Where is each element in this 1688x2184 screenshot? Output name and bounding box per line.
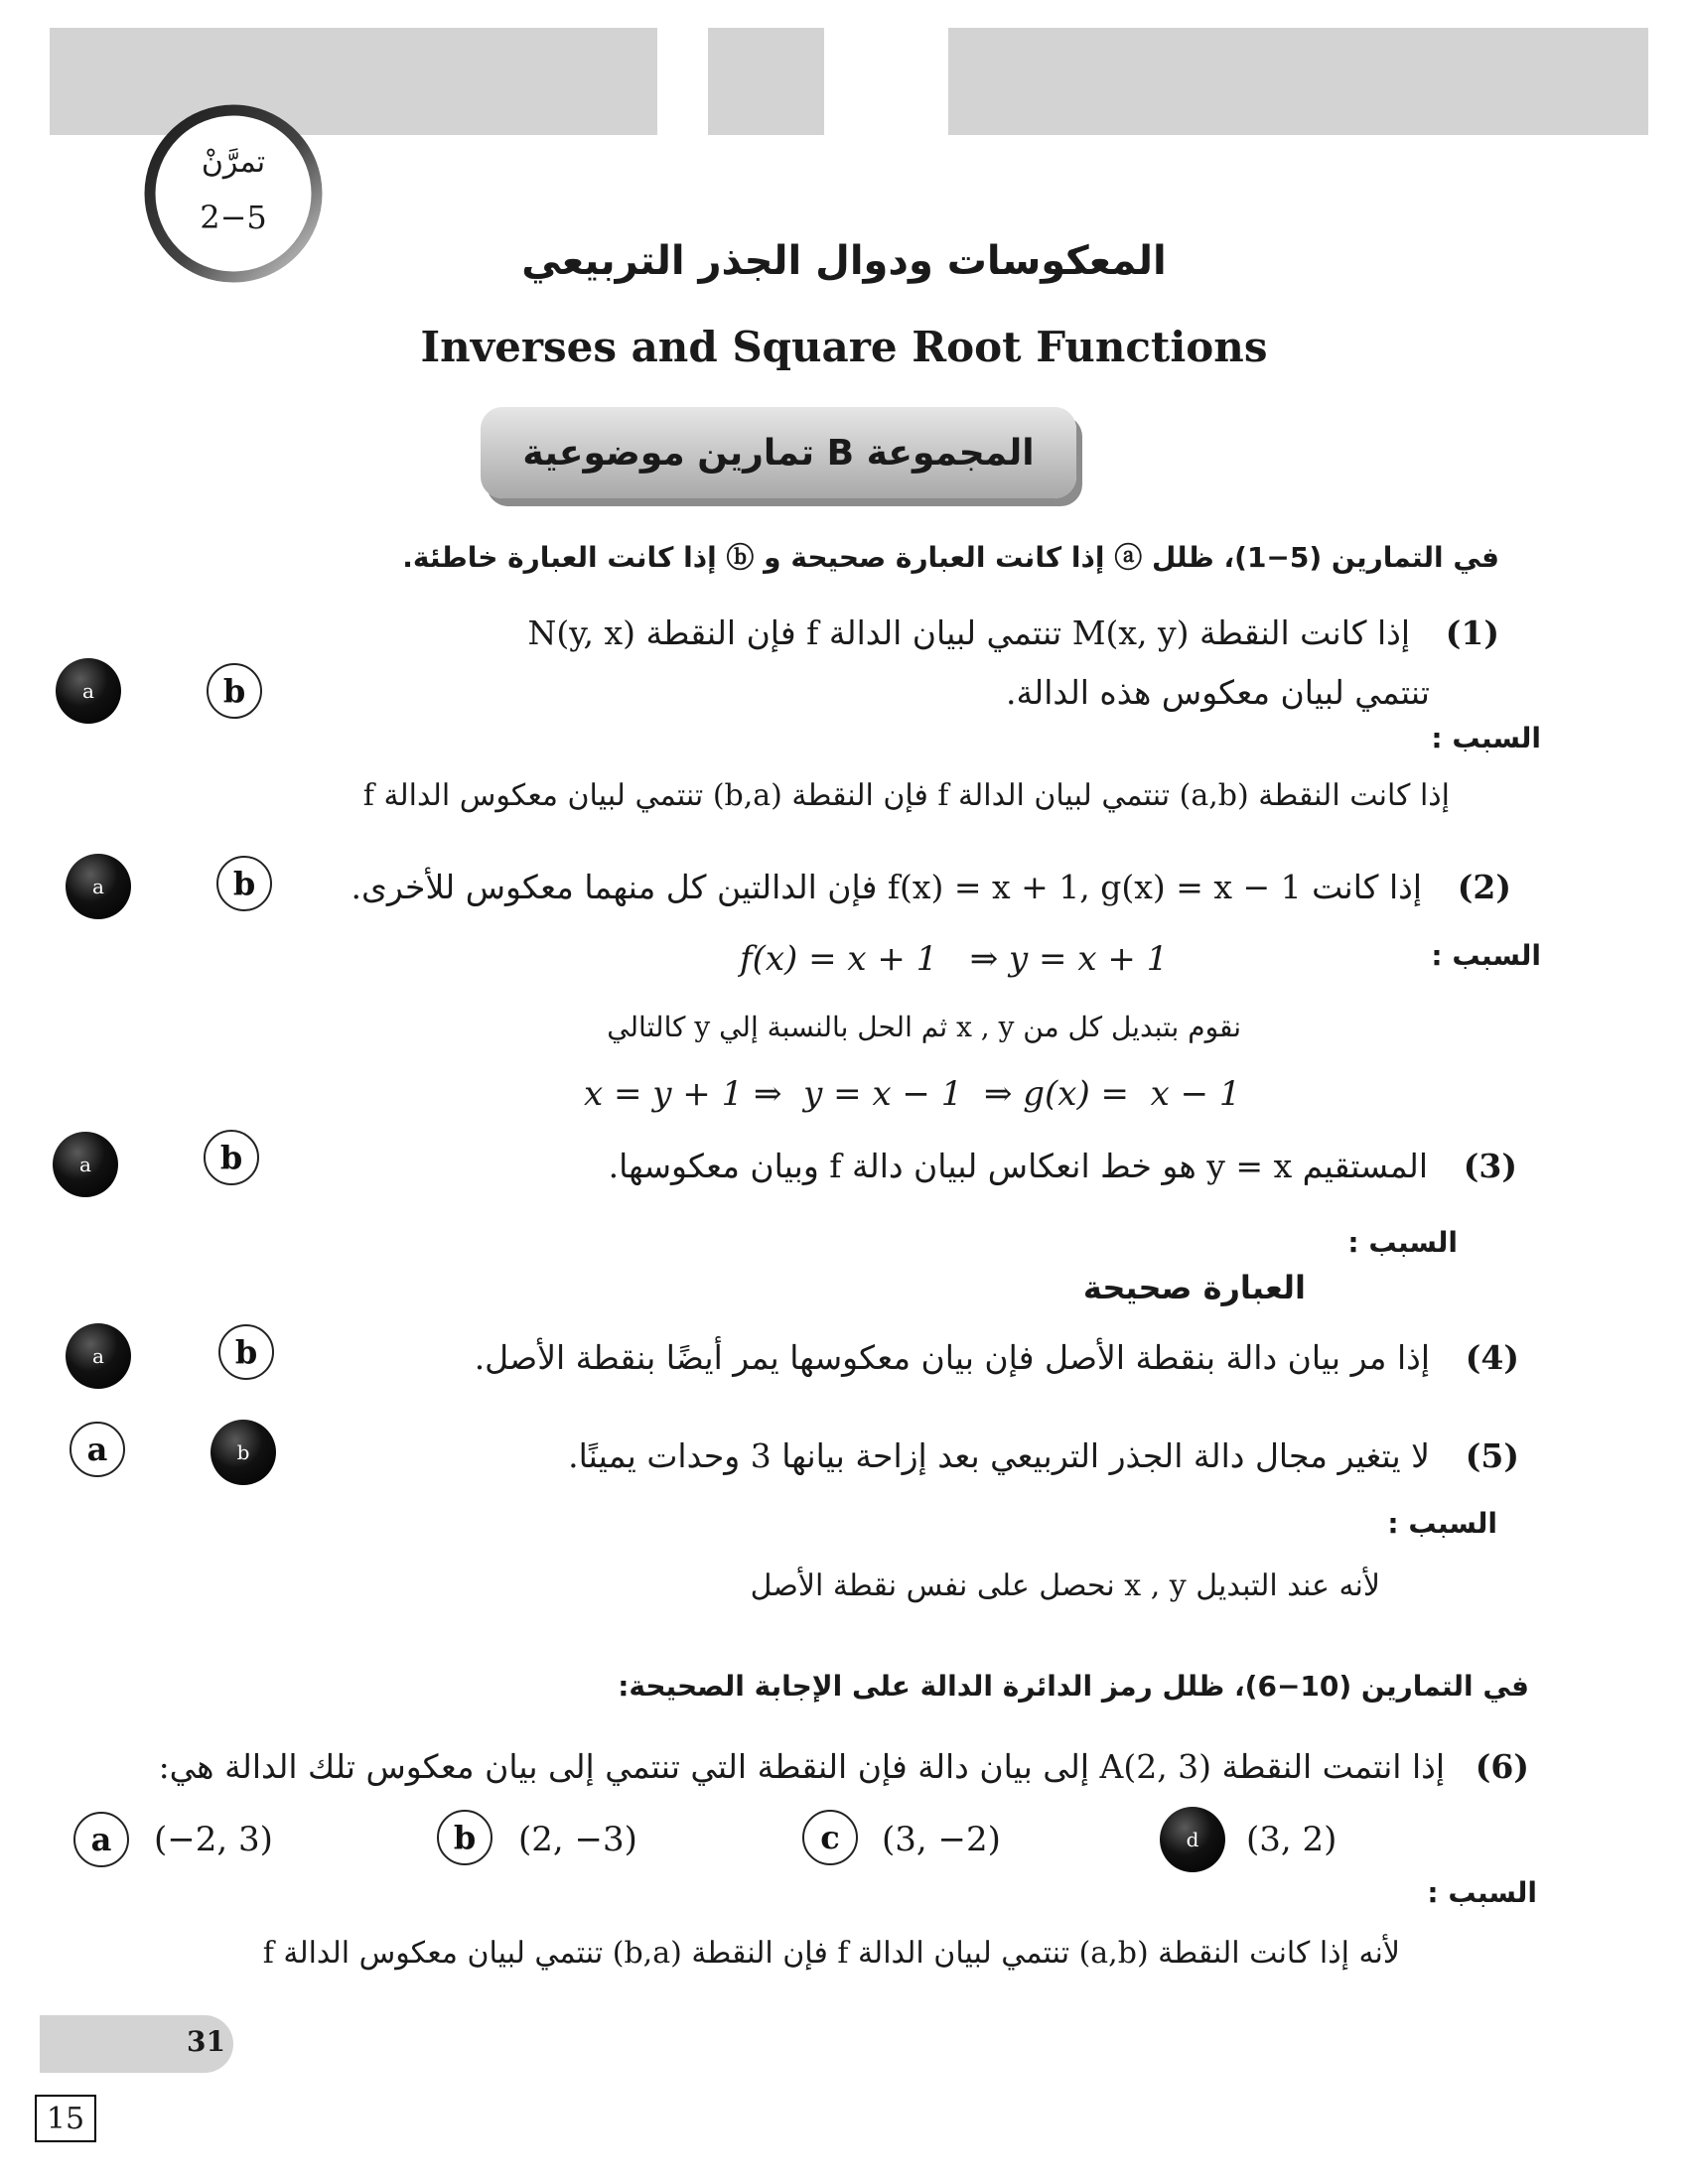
sheet-number: 15	[46, 2101, 85, 2136]
header-bar-right	[948, 28, 1648, 135]
q1-text-line1: إذا كانت النقطة M(x, y) تنتمي لبيان الدالة f فإن النقطة N(y, x)	[527, 614, 1410, 652]
section2-instruction: في التمارين (10−6)، ظلل رمز الدائرة الدالة على الإجابة الصحيحة:	[618, 1670, 1529, 1703]
q1-reason: إذا كانت النقطة (a,b) تنتمي لبيان الدالة f فإن النقطة (b,a) تنتمي لبيان معكوس الدالة f	[362, 778, 1450, 813]
q5-option-a[interactable]: a	[70, 1422, 125, 1477]
q3-reason-label: السبب :	[1347, 1226, 1458, 1259]
page-number-tab	[40, 2015, 233, 2073]
q5-text: لا يتغير مجال دالة الجذر التربيعي بعد إزاحة بيانها 3 وحدات يمينًا.	[568, 1436, 1430, 1475]
exercise-number: 2−5	[200, 199, 267, 236]
q2-reason-eq1: f(x) = x + 1 ⇒ y = x + 1	[740, 939, 1169, 979]
q1-option-b[interactable]: b	[207, 663, 262, 719]
q6-reason-label: السبب :	[1427, 1876, 1537, 1909]
q6-reason: لأنه إذا كانت النقطة (a,b) تنتمي لبيان الدالة f فإن النقطة (b,a) تنتمي لبيان معكوس الدالة f	[262, 1936, 1400, 1971]
q3-option-a-selected[interactable]: a	[53, 1132, 118, 1197]
q6-option-b[interactable]: b	[437, 1810, 492, 1865]
q2-text: إذا كانت f(x) = x + 1, g(x) = x − 1 فإن الدالتين كل منهما معكوس للأخرى.	[351, 868, 1422, 906]
section1-instruction: في التمارين (5−1)، ظلل ⓐ إذا كانت العبارة صحيحة و ⓑ إذا كانت العبارة خاطئة.	[402, 541, 1499, 574]
q3-option-b[interactable]: b	[204, 1130, 259, 1185]
q6-number: (6)	[1475, 1747, 1529, 1786]
q6-option-c[interactable]: c	[802, 1810, 858, 1865]
q6-option-a-value: (−2, 3)	[154, 1820, 273, 1859]
q6-option-c-value: (3, −2)	[882, 1820, 1001, 1859]
exercise-label: تمرَّنْ	[201, 145, 266, 180]
sheet-number-box	[35, 2095, 96, 2142]
q5-number: (5)	[1465, 1436, 1519, 1475]
group-label: المجموعة B تمارين موضوعية	[522, 432, 1035, 474]
q4-number: (4)	[1465, 1338, 1519, 1377]
q2-option-a-selected[interactable]: a	[66, 854, 131, 919]
page-title-english: Inverses and Square Root Functions	[420, 323, 1268, 371]
q6-option-d-selected[interactable]: d	[1160, 1807, 1225, 1872]
page-title-arabic: المعكوسات ودوال الجذر التربيعي	[521, 238, 1167, 284]
q1-text-line2: تنتمي لبيان معكوس هذه الدالة.	[1005, 673, 1430, 712]
q1-reason-label: السبب :	[1431, 722, 1541, 754]
q4-option-b[interactable]: b	[218, 1324, 274, 1380]
q4-option-a-selected[interactable]: a	[66, 1323, 131, 1389]
q5-reason-label: السبب :	[1387, 1507, 1497, 1540]
q3-text: المستقيم y = x هو خط انعكاس لبيان دالة f وبيان معكوسها.	[608, 1147, 1428, 1185]
q5-option-b-selected[interactable]: b	[211, 1420, 276, 1485]
q1-number: (1)	[1445, 614, 1499, 652]
page-number: 31	[187, 2025, 225, 2058]
q3-reason: العبارة صحيحة	[1082, 1269, 1306, 1306]
exercise-badge	[139, 99, 328, 288]
q6-option-a[interactable]: a	[73, 1812, 129, 1867]
q5-reason: لأنه عند التبديل x , y نحصل على نفس نقطة الأصل	[750, 1569, 1380, 1603]
exercise-ring-icon	[139, 99, 328, 288]
q6-option-b-value: (2, −3)	[518, 1820, 637, 1859]
q2-reason-text: نقوم بتبديل كل من x , y ثم الحل بالنسبة إلي y كالتالي	[607, 1011, 1241, 1043]
q1-option-a-selected[interactable]: a	[56, 658, 121, 724]
group-label-pill	[481, 407, 1076, 498]
q6-option-d-value: (3, 2)	[1246, 1820, 1337, 1859]
q2-reason-eq2: x = y + 1 ⇒ y = x − 1 ⇒ g(x) = x − 1	[584, 1074, 1241, 1114]
q2-reason-label: السبب :	[1431, 939, 1541, 972]
q2-option-b[interactable]: b	[216, 856, 272, 911]
q4-text: إذا مر بيان دالة بنقطة الأصل فإن بيان معكوسها يمر أيضًا بنقطة الأصل.	[474, 1338, 1430, 1377]
header-bar-middle	[708, 28, 824, 135]
q2-number: (2)	[1457, 868, 1511, 906]
q3-number: (3)	[1463, 1147, 1517, 1185]
q6-text: إذا انتمت النقطة A(2, 3) إلى بيان دالة فإن النقطة التي تنتمي إلى بيان معكوس تلك الدالة هي:	[158, 1747, 1445, 1786]
